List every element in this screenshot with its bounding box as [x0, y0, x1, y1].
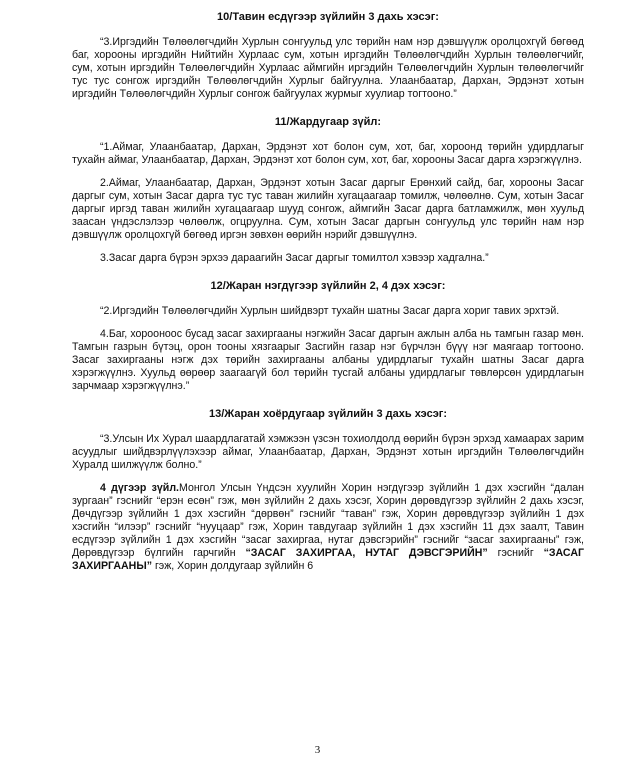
section-10 — [72, 10, 584, 101]
section-11 — [72, 115, 584, 265]
paragraph: “2.Иргэдийн Төлөөлөгчдийн Хурлын шийдвэрт тухайн шатны Засаг дарга хориг тавих эрхтэй. — [100, 305, 560, 317]
article-4-bold-quote: “ЗАСАГ ЗАХИРГАА, НУТАГ ДЭВСГЭРИЙН” — [245, 547, 488, 559]
document-body — [72, 10, 584, 583]
paragraph: 2.Аймаг, Улаанбаатар, Дархан, Эрдэнэт хотын Засаг даргыг Ерөнхий сайд, баг, хорооны Засаг даргыг сум, хотын Засаг дарга тус тус таван жилийн хугацаагаар томилж, чөлөөлнө. Сум, хотын Засаг даргыг иргэд таван жилийн хугацаагаар шууд сонгож, аймгийн Засаг дарга батламжилж, мөн хуульд заасан үндэслэлээр чөлөөлж, огцруулна. Сум, хотын Засаг даргын сонгуульд улс төрийн нам нэр дэвшүүлж оролцохгүй бөгөөд иргэн зөвхөн өөрийн нэрийг дэвшүүлнэ. — [72, 177, 584, 241]
article-4-paragraph — [72, 482, 584, 573]
article-4-text: Монгол Улсын Үндсэн хуулийн Хорин нэгдүгээр зүйлийн 1 дэх хэсгийн “далан зургаан” гэснийг “ерэн есөн” гэж, мөн зүйлийн 2 дахь хэсэг, Хорин дөрөвдүгээр зүйлийн 2 дахь хэсэг, Дөчдүгээр зүйлийн 1 дэх хэсгийн “дөрвөн” гэснийг “таван” гэж, Хорин дөрөвдүгээр зүйлийн 1 дэх хэсгийн “илээр” гэснийг “нууцаар” гэж, Хорин тавдугаар зүйлийн 1 дэх хэсгийн 11 дэх заалт, Тавин есдүгээр зүйлийн 1 дэх хэсгийн “засаг захиргаа, нутаг дэвсгэрийн” гэснийг “засаг захиргааны” гэж, Дөрөвдүгээр бүлгийн гарчгийн — [72, 482, 584, 559]
paragraph: “3.Улсын Их Хурал шаардлагатай хэмжээн үзсэн тохиолдолд өөрийн бүрэн эрхэд хамаарах зарим асуудлыг шийдвэрлүүлэхээр аймаг, Улаанбаатар, Дархан, Эрдэнэт хотын иргэдийн Төлөөлөгчдийн Хуралд шилжүүлж болно.” — [72, 433, 584, 471]
paragraph: “1.Аймаг, Улаанбаатар, Дархан, Эрдэнэт хот болон сум, хот, баг, хороонд төрийн удирдлагыг тухайн аймаг, Улаанбаатар, Дархан, Эрдэнэт хот болон сум, хот, баг, хорооны Засаг дарга хэрэгжүүлнэ. — [72, 141, 584, 166]
paragraph: 3.Засаг дарга бүрэн эрхээ дараагийн Засаг даргыг томилтол хэвээр хадгална.” — [100, 252, 489, 264]
section-heading: 10/Тавин есдүгээр зүйлийн 3 дахь хэсэг: — [217, 11, 439, 23]
article-4-text: гэснийг — [487, 547, 544, 559]
section-heading: 11/Жардугаар зүйл: — [274, 116, 382, 128]
paragraph: “3.Иргэдийн Төлөөлөгчдийн Хурлын сонгуульд улс төрийн нам нэр дэвшүүлж оролцохгүй бөгөөд баг, хорооны иргэдийн Нийтийн Хурлаас сум, хотын иргэдийн Төлөөлөгчдийн Хурлын төлөөлөгчийг, сум, хотын иргэдийн Төлөөлөгчдийн Хурлаас аймгийн иргэдийн Төлөөлөгчдийн Хурлын төлөөлөгчийг тус тус сонгож иргэдийн Төлөөлөгчдийн Хурлыг байгуулна. Улаанбаатар, Дархан, Эрдэнэт хотын иргэдийн Төлөөлөгчдийн Хурлыг сонгож байгуулах журмыг хуулиар тогтооно.” — [72, 36, 584, 100]
article-4-lead: 4 дүгээр зүйл. — [100, 482, 179, 494]
article-4-text: гэж, Хорин долдугаар зүйлийн 6 — [152, 560, 314, 572]
section-13 — [72, 407, 584, 472]
page-number: 3 — [314, 744, 321, 756]
section-heading: 13/Жаран хоёрдугаар зүйлийн 3 дахь хэсэг: — [208, 408, 448, 420]
section-12 — [72, 279, 584, 393]
section-heading: 12/Жаран нэгдүгээр зүйлийн 2, 4 дэх хэсэг: — [210, 280, 446, 292]
paragraph: 4.Баг, хорооноос бусад засаг захиргааны нэгжийн Засаг даргын ажлын алба нь тамгын газар мөн. Тамгын газрын бүтэц, орон тооны хязгаарыг Засгийн газар нэг бүрчлэн бүүү нэг маягаар тогтооно. Засаг захиргааны нэгж дэх төрийн захиргааны албаны удирдлагыг тухайн шатны Засаг дарга хэрэгжүүлнэ. Хуульд өөрөөр заагаагүй бол төрийн тусгай албаны удирдлагыг төвлөрсөн удирдлагын зарчмаар хэрэгжүүлнэ.” — [72, 328, 584, 392]
article-4-bold-quote: “ЗАСАГ ЗАХИРГААНЫ” — [72, 547, 584, 572]
